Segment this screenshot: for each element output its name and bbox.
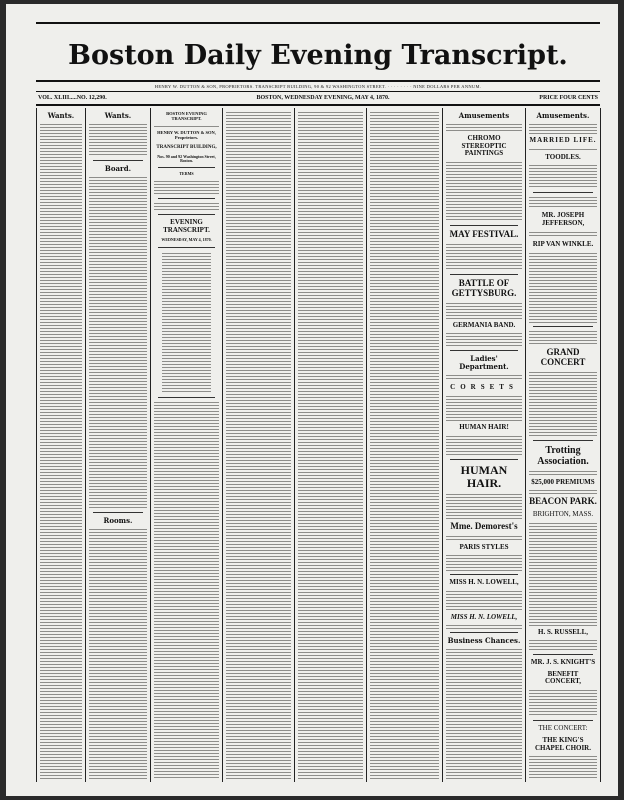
divider — [533, 440, 593, 441]
section-heading: Board. — [104, 164, 132, 174]
divider — [450, 274, 518, 275]
text-block — [154, 202, 219, 211]
publisher-line: HENRY W. DUTTON & SON, PROPRIETORS. TRANSCRIPT BUILDING, 90 & 92 WASHINGTON STREET. · · · · · · · · NINE DOLLARS PER ANNUM. — [154, 84, 482, 89]
divider — [533, 192, 593, 193]
ad-headline: Trotting Association. — [537, 444, 589, 467]
column-amusements-ads — [443, 108, 525, 782]
text-block — [446, 435, 522, 456]
column-text — [295, 108, 366, 782]
text-block — [446, 624, 522, 629]
section-heading: Wants. — [47, 111, 75, 120]
text-block — [446, 493, 522, 519]
text-block — [529, 755, 597, 779]
divider — [158, 214, 215, 215]
ad-headline: H. S. RUSSELL, — [538, 627, 588, 636]
paper-title: BOSTON EVENING TRANSCRIPT. — [166, 111, 207, 121]
masthead-rule — [36, 80, 600, 82]
divider — [533, 720, 593, 721]
newspaper-page — [6, 4, 618, 796]
text-block — [298, 111, 363, 779]
text-block — [446, 302, 522, 319]
divider — [533, 326, 593, 327]
ad-headline: MR. J. S. KNIGHT'S — [530, 657, 596, 666]
ad-headline: BENEFIT CONCERT, — [545, 669, 581, 686]
text-block — [529, 639, 597, 650]
text-block — [446, 243, 522, 271]
divider — [158, 397, 215, 398]
text-block — [370, 111, 439, 779]
column-editorial — [151, 108, 222, 782]
text-block — [89, 176, 147, 509]
ad-headline: MR. JOSEPH JEFFERSON, — [541, 211, 585, 227]
ad-headline: BATTLE OF GETTYSBURG. — [451, 278, 517, 298]
ad-headline: GERMANIA BAND. — [452, 320, 516, 329]
ad-headline: HUMAN HAIR. — [460, 462, 508, 490]
text-block — [446, 332, 522, 347]
section-heading: Wants. — [104, 111, 132, 120]
text-block — [446, 590, 522, 611]
text-block — [446, 554, 522, 571]
ad-headline: MAY FESTIVAL. — [449, 229, 519, 240]
ad-headline: $25,000 PREMIUMS — [531, 477, 595, 486]
dateline-bar — [36, 93, 600, 103]
text-block — [446, 374, 522, 382]
masthead-title: Boston Daily Evening Transcript. — [68, 40, 568, 71]
ad-headline: PARIS STYLES — [459, 542, 509, 551]
divider — [158, 247, 215, 248]
divider — [533, 654, 593, 655]
text-block — [446, 648, 522, 779]
address: Nos. 90 and 92 Washington Street, Boston. — [157, 153, 216, 164]
ad-headline: TOODLES. — [545, 152, 581, 161]
column-wants-board-rooms — [86, 108, 150, 782]
section-title: EVENING TRANSCRIPT. — [163, 217, 210, 234]
publisher: HENRY W. DUTTON & SON, Proprietors. — [157, 130, 216, 141]
divider — [450, 225, 518, 226]
text-block — [446, 123, 522, 132]
text-block — [529, 522, 597, 626]
text-block — [529, 252, 597, 323]
rule — [36, 104, 600, 106]
divider — [450, 632, 518, 633]
column-text — [223, 108, 294, 782]
rule — [36, 91, 600, 92]
text-block — [529, 689, 597, 717]
ad-headline: THE CONCERT: — [538, 724, 588, 733]
ad-headline: BEACON PARK. — [529, 496, 597, 507]
text-block — [529, 470, 597, 476]
text-block — [446, 161, 522, 222]
divider — [158, 167, 215, 168]
divider — [93, 512, 143, 513]
divider — [93, 160, 143, 161]
divider — [450, 459, 518, 460]
ad-headline: MISS H. N. LOWELL, — [450, 612, 518, 621]
building: TRANSCRIPT BUILDING, — [156, 145, 217, 151]
text-block — [226, 111, 291, 779]
text-block — [529, 330, 597, 345]
price: PRICE FOUR CENTS — [539, 95, 598, 101]
text-block — [529, 148, 597, 151]
divider — [450, 574, 518, 575]
text-block — [89, 528, 147, 779]
divider — [158, 198, 215, 199]
section-heading: Rooms. — [103, 516, 133, 526]
ad-headline: CHROMO STEREOPTIC PAINTINGS — [461, 134, 507, 158]
section-heading: Amusements. — [536, 111, 590, 120]
divider — [450, 350, 518, 351]
terms-heading: TERMS — [179, 171, 194, 177]
top-rule — [36, 22, 600, 24]
ad-headline: THE KING'S CHAPEL CHOIR. — [534, 735, 591, 752]
text-block — [154, 401, 219, 779]
column-amusements — [526, 108, 600, 782]
column-text — [367, 108, 442, 782]
text-block — [446, 395, 522, 421]
text-block — [154, 125, 219, 128]
text-block — [529, 123, 597, 134]
text-block — [529, 231, 597, 239]
column-wants — [37, 108, 85, 782]
ad-headline: GRAND CONCERT — [540, 346, 586, 367]
text-block — [40, 123, 82, 779]
text-block — [529, 164, 597, 189]
ad-headline: Mme. Demorest's — [450, 521, 518, 532]
divider — [600, 108, 601, 782]
text-block — [162, 252, 211, 394]
volume-number: VOL. XLIII.....NO. 12,290. — [38, 95, 107, 101]
section-heading: Amusements — [458, 111, 510, 120]
text-block — [446, 535, 522, 541]
issue-date: BOSTON, WEDNESDAY EVENING, MAY 4, 1870. — [256, 95, 390, 101]
text-block — [529, 196, 597, 209]
ad-headline: RIP VAN WINKLE. — [532, 240, 594, 249]
text-block — [154, 180, 219, 195]
section-heading: Ladies' Department. — [459, 354, 509, 372]
section-heading: Business Chances. — [447, 636, 521, 645]
ad-headline: CORSETS — [450, 383, 518, 392]
ad-headline: MISS H. N. LOWELL, — [449, 578, 519, 587]
ad-headline: BRIGHTON, MASS. — [532, 509, 594, 518]
ad-headline: MARRIED LIFE. — [529, 136, 597, 145]
section-date: WEDNESDAY, MAY 4, 1870. — [161, 237, 212, 243]
ad-headline: HUMAN HAIR! — [459, 423, 509, 432]
text-block — [529, 371, 597, 437]
text-block — [89, 123, 147, 158]
text-block — [529, 489, 597, 494]
